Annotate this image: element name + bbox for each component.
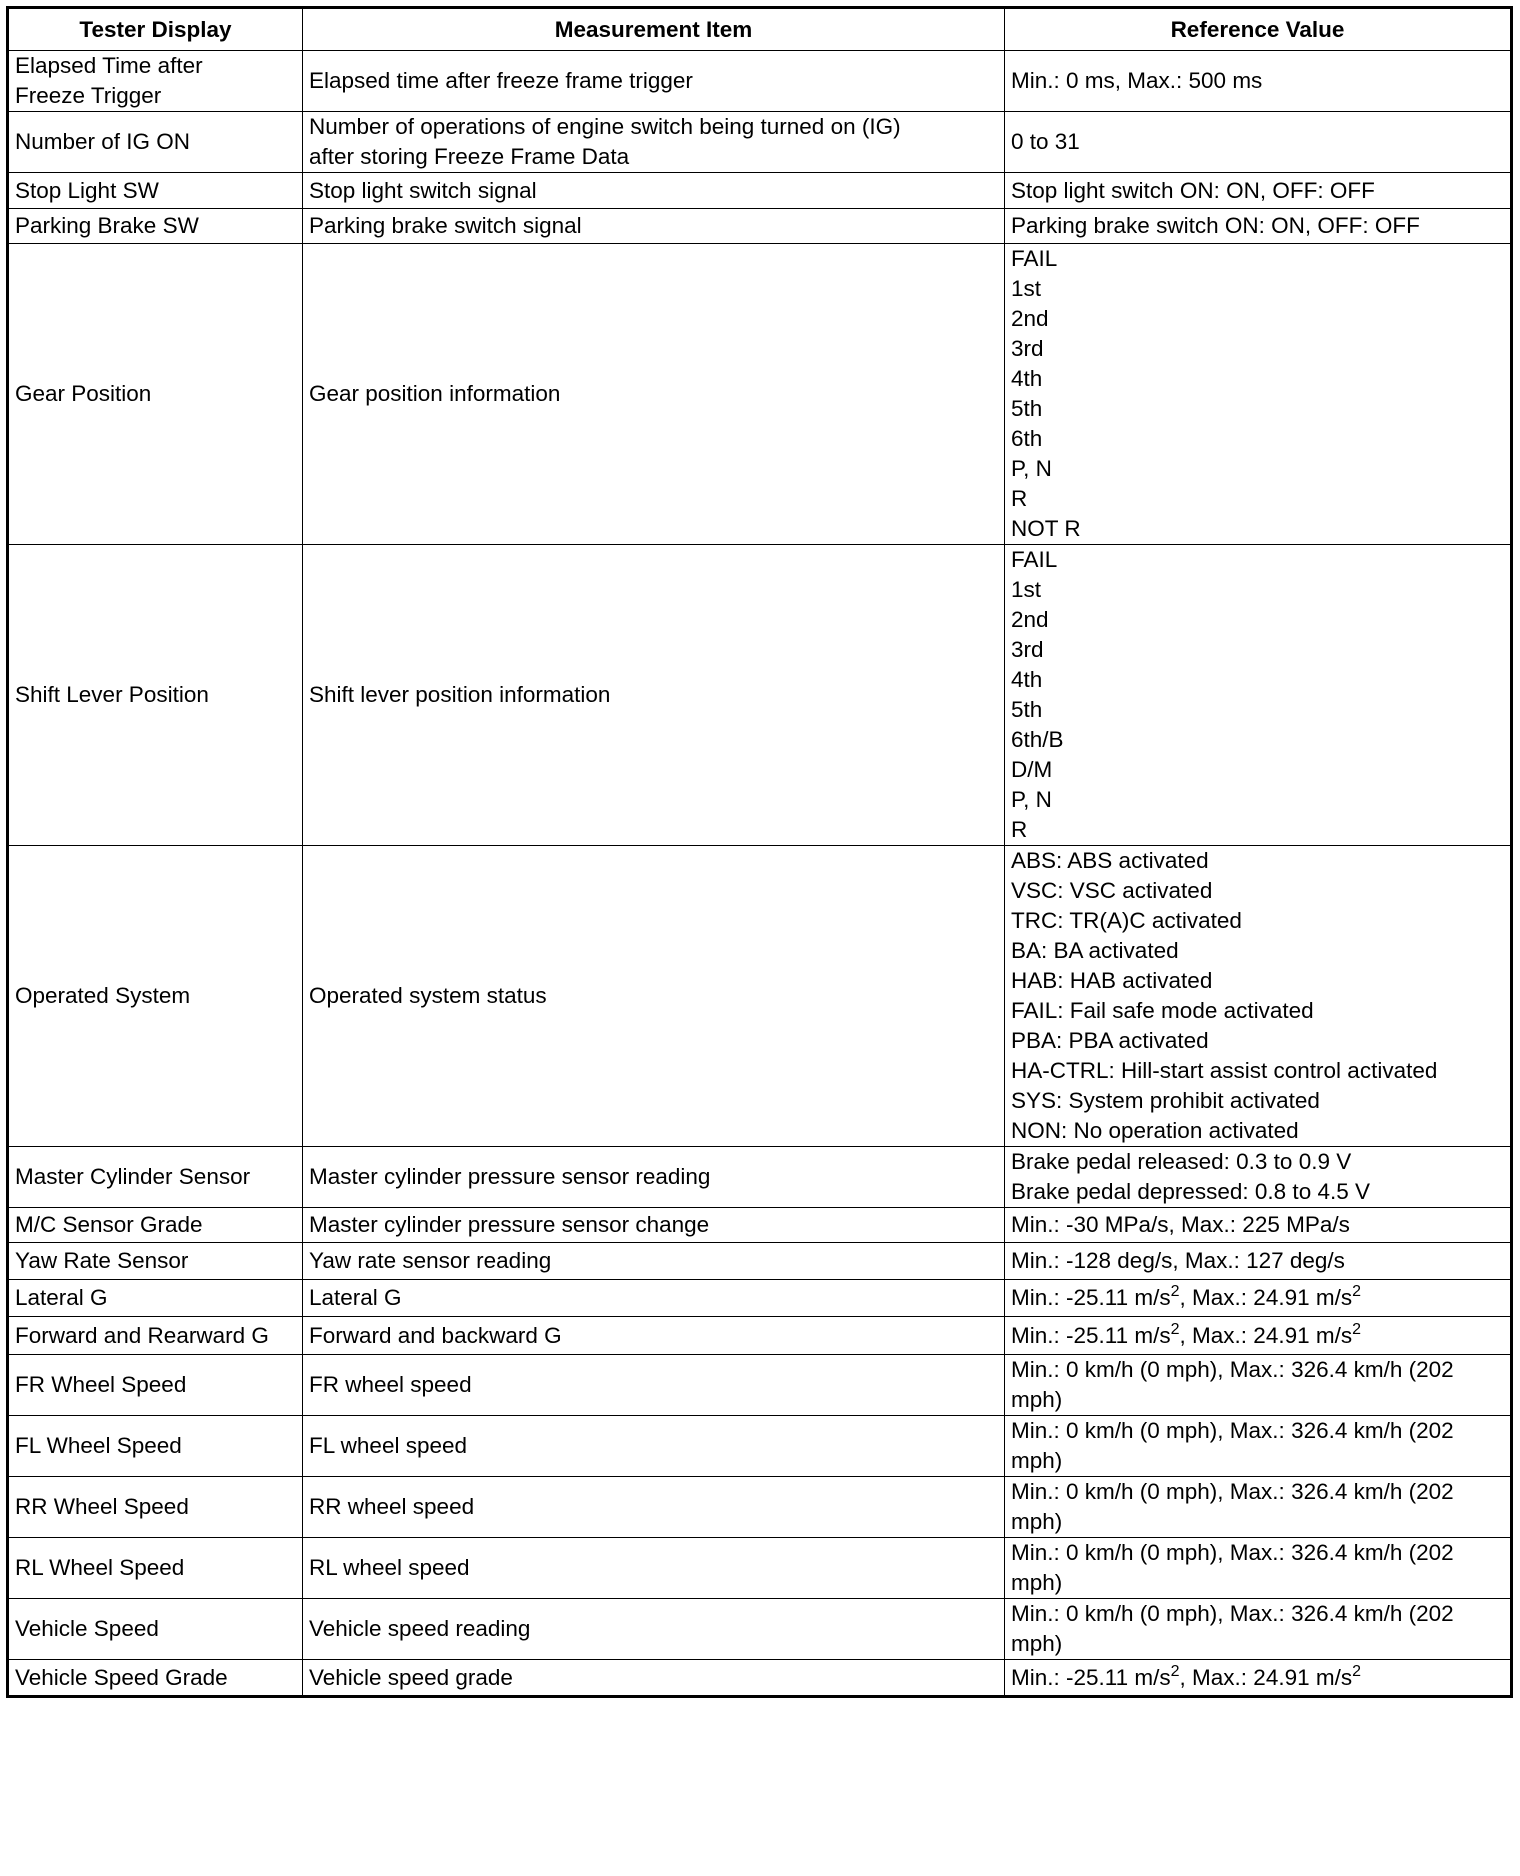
cell-measurement-item bbox=[303, 1538, 1005, 1599]
cell-text-line: Shift Lever Position bbox=[15, 682, 209, 707]
cell-text-line: Master cylinder pressure sensor reading bbox=[309, 1164, 711, 1189]
cell-text-line: Vehicle speed reading bbox=[309, 1616, 531, 1641]
cell-text-line: Gear position information bbox=[309, 381, 561, 406]
cell-measurement-item bbox=[303, 1243, 1005, 1280]
cell-text-line: FL Wheel Speed bbox=[15, 1433, 182, 1458]
cell-text-line: Stop light switch signal bbox=[309, 177, 537, 203]
cell-text-line: 1st bbox=[1011, 276, 1042, 301]
cell-text-line: 5th bbox=[1011, 396, 1043, 421]
data-list-table bbox=[6, 6, 1513, 1698]
table-row bbox=[8, 209, 1512, 244]
cell-text-line bbox=[1011, 1663, 1504, 1693]
cell-text-line: FR wheel speed bbox=[309, 1372, 472, 1397]
cell-text-line: M/C Sensor Grade bbox=[15, 1212, 203, 1237]
cell-text-line: ABS: ABS activated bbox=[1011, 848, 1209, 873]
cell-text-line: VSC: VSC activated bbox=[1011, 878, 1213, 903]
cell-tester-display bbox=[8, 545, 303, 846]
cell-reference-value bbox=[1005, 1416, 1512, 1477]
cell-text-line: RL Wheel Speed bbox=[15, 1555, 185, 1580]
cell-measurement-item bbox=[303, 846, 1005, 1147]
cell-text-line: 3rd bbox=[1011, 336, 1044, 361]
cell-reference-value bbox=[1005, 1147, 1512, 1208]
cell-text-part: Min.: -25.11 m/s bbox=[1011, 1664, 1171, 1690]
table-row bbox=[8, 244, 1512, 545]
cell-text-line: Operated system status bbox=[309, 983, 547, 1008]
cell-measurement-item bbox=[303, 51, 1005, 112]
cell-reference-value bbox=[1005, 112, 1512, 173]
cell-text-line: Shift lever position information bbox=[309, 682, 611, 707]
cell-text-line: FAIL bbox=[1011, 547, 1058, 572]
cell-text-line: Min.: 0 km/h (0 mph), Max.: 326.4 km/h (202 bbox=[1011, 1540, 1454, 1565]
cell-text-line: Brake pedal released: 0.3 to 0.9 V bbox=[1011, 1149, 1352, 1174]
cell-text-line: Min.: 0 km/h (0 mph), Max.: 326.4 km/h (202 bbox=[1011, 1601, 1454, 1626]
cell-text-line: Brake pedal depressed: 0.8 to 4.5 V bbox=[1011, 1179, 1370, 1204]
cell-text-line: Min.: -30 MPa/s, Max.: 225 MPa/s bbox=[1011, 1212, 1350, 1237]
cell-text-line: mph) bbox=[1011, 1570, 1063, 1595]
cell-text-line: Vehicle Speed Grade bbox=[15, 1664, 228, 1690]
cell-tester-display bbox=[8, 1317, 303, 1355]
table-row bbox=[8, 1660, 1512, 1697]
table-row bbox=[8, 112, 1512, 173]
cell-measurement-item bbox=[303, 1208, 1005, 1243]
cell-text-line: R bbox=[1011, 817, 1028, 842]
cell-text-line: 0 to 31 bbox=[1011, 129, 1080, 154]
cell-text-line: mph) bbox=[1011, 1631, 1063, 1656]
cell-text-line: 6th/B bbox=[1011, 727, 1064, 752]
cell-text-part: , Max.: 24.91 m/s bbox=[1179, 1664, 1353, 1690]
cell-measurement-item bbox=[303, 1599, 1005, 1660]
cell-text-line: FAIL: Fail safe mode activated bbox=[1011, 998, 1314, 1023]
table-row bbox=[8, 1538, 1512, 1599]
cell-text-line: Elapsed Time after bbox=[15, 53, 203, 78]
cell-text-line: Parking brake switch signal bbox=[309, 213, 582, 238]
table-body bbox=[8, 51, 1512, 1697]
cell-tester-display bbox=[8, 1538, 303, 1599]
cell-tester-display bbox=[8, 1660, 303, 1697]
cell-tester-display bbox=[8, 846, 303, 1147]
cell-text-line: FR Wheel Speed bbox=[15, 1372, 187, 1397]
cell-text-line: mph) bbox=[1011, 1387, 1063, 1412]
superscript-exponent: 2 bbox=[1170, 1320, 1180, 1338]
cell-text-line: Freeze Trigger bbox=[15, 83, 162, 108]
cell-measurement-item bbox=[303, 545, 1005, 846]
cell-text-line: Min.: -128 deg/s, Max.: 127 deg/s bbox=[1011, 1248, 1345, 1273]
cell-text-line: Min.: 0 km/h (0 mph), Max.: 326.4 km/h (202 bbox=[1011, 1357, 1454, 1382]
cell-text-line: Master Cylinder Sensor bbox=[15, 1164, 251, 1189]
cell-text-line: Gear Position bbox=[15, 381, 152, 406]
cell-reference-value bbox=[1005, 1208, 1512, 1243]
cell-reference-value bbox=[1005, 1477, 1512, 1538]
cell-text-line: Yaw rate sensor reading bbox=[309, 1248, 552, 1273]
cell-text-line: Master cylinder pressure sensor change bbox=[309, 1212, 710, 1237]
cell-text-line: Min.: 0 km/h (0 mph), Max.: 326.4 km/h (202 bbox=[1011, 1479, 1454, 1504]
cell-text-line: P, N bbox=[1011, 787, 1052, 812]
superscript-exponent: 2 bbox=[1170, 1662, 1180, 1680]
table-row bbox=[8, 1317, 1512, 1355]
header-measurement-item: Measurement Item bbox=[303, 8, 1005, 51]
cell-text-line: Parking brake switch ON: ON, OFF: OFF bbox=[1011, 213, 1420, 238]
cell-text-line bbox=[1011, 1283, 1504, 1313]
cell-text-line: mph) bbox=[1011, 1509, 1063, 1534]
cell-text-line: SYS: System prohibit activated bbox=[1011, 1088, 1320, 1113]
superscript-exponent: 2 bbox=[1352, 1662, 1362, 1680]
cell-tester-display bbox=[8, 1208, 303, 1243]
cell-reference-value bbox=[1005, 1280, 1512, 1317]
table-row bbox=[8, 1416, 1512, 1477]
header-reference-value: Reference Value bbox=[1005, 8, 1512, 51]
cell-reference-value bbox=[1005, 846, 1512, 1147]
cell-text-line: 4th bbox=[1011, 667, 1043, 692]
cell-reference-value bbox=[1005, 1660, 1512, 1697]
cell-text-line: Lateral G bbox=[15, 1285, 108, 1310]
cell-reference-value bbox=[1005, 244, 1512, 545]
cell-measurement-item bbox=[303, 1317, 1005, 1355]
cell-text-line: TRC: TR(A)C activated bbox=[1011, 908, 1242, 933]
cell-reference-value bbox=[1005, 1355, 1512, 1416]
table-row bbox=[8, 51, 1512, 112]
cell-text-line: Stop Light SW bbox=[15, 177, 159, 203]
cell-reference-value bbox=[1005, 51, 1512, 112]
cell-text-line: D/M bbox=[1011, 757, 1053, 782]
table-row bbox=[8, 1208, 1512, 1243]
cell-measurement-item bbox=[303, 1355, 1005, 1416]
cell-tester-display bbox=[8, 1280, 303, 1317]
cell-tester-display bbox=[8, 209, 303, 244]
cell-text-part: , Max.: 24.91 m/s bbox=[1179, 1322, 1353, 1348]
cell-text-line: Min.: 0 ms, Max.: 500 ms bbox=[1011, 68, 1263, 93]
cell-text-line: NOT R bbox=[1011, 516, 1081, 541]
superscript-exponent: 2 bbox=[1352, 1320, 1362, 1338]
cell-text-line: Parking Brake SW bbox=[15, 213, 199, 238]
cell-text-part: Min.: -25.11 m/s bbox=[1011, 1322, 1171, 1348]
cell-tester-display bbox=[8, 1599, 303, 1660]
table-row bbox=[8, 1477, 1512, 1538]
cell-text-line: Stop light switch ON: ON, OFF: OFF bbox=[1011, 177, 1375, 203]
cell-reference-value bbox=[1005, 545, 1512, 846]
cell-text-line: Forward and backward G bbox=[309, 1322, 562, 1348]
cell-text-line: Number of operations of engine switch being turned on (IG) bbox=[309, 114, 901, 139]
cell-reference-value bbox=[1005, 209, 1512, 244]
cell-tester-display bbox=[8, 244, 303, 545]
cell-measurement-item bbox=[303, 1280, 1005, 1317]
cell-text-line: 2nd bbox=[1011, 306, 1049, 331]
cell-tester-display bbox=[8, 1147, 303, 1208]
header-tester-display: Tester Display bbox=[8, 8, 303, 51]
cell-tester-display bbox=[8, 1243, 303, 1280]
table-row bbox=[8, 1243, 1512, 1280]
cell-text-part: , Max.: 24.91 m/s bbox=[1179, 1285, 1353, 1310]
cell-reference-value bbox=[1005, 1243, 1512, 1280]
cell-text-line: Forward and Rearward G bbox=[15, 1322, 269, 1348]
table-row bbox=[8, 1599, 1512, 1660]
cell-tester-display bbox=[8, 1355, 303, 1416]
cell-reference-value bbox=[1005, 1599, 1512, 1660]
cell-measurement-item bbox=[303, 112, 1005, 173]
cell-text-line: HA-CTRL: Hill-start assist control activated bbox=[1011, 1058, 1438, 1083]
cell-text-line: BA: BA activated bbox=[1011, 938, 1179, 963]
table-header-row bbox=[8, 8, 1512, 51]
cell-reference-value bbox=[1005, 173, 1512, 209]
cell-tester-display bbox=[8, 173, 303, 209]
cell-measurement-item bbox=[303, 244, 1005, 545]
cell-text-line: 5th bbox=[1011, 697, 1043, 722]
cell-text-line: mph) bbox=[1011, 1448, 1063, 1473]
table-row bbox=[8, 173, 1512, 209]
cell-text-line: Elapsed time after freeze frame trigger bbox=[309, 68, 693, 93]
cell-text-line: Yaw Rate Sensor bbox=[15, 1248, 189, 1273]
cell-reference-value bbox=[1005, 1317, 1512, 1355]
cell-text-line: 3rd bbox=[1011, 637, 1044, 662]
cell-text-line: Lateral G bbox=[309, 1285, 402, 1310]
superscript-exponent: 2 bbox=[1352, 1283, 1362, 1300]
cell-text-line: Vehicle Speed bbox=[15, 1616, 159, 1641]
cell-measurement-item bbox=[303, 1147, 1005, 1208]
table-row bbox=[8, 545, 1512, 846]
cell-text-line bbox=[1011, 1321, 1504, 1351]
cell-tester-display bbox=[8, 112, 303, 173]
cell-text-line: FL wheel speed bbox=[309, 1433, 468, 1458]
cell-text-line: 1st bbox=[1011, 577, 1042, 602]
cell-tester-display bbox=[8, 51, 303, 112]
table-row bbox=[8, 846, 1512, 1147]
cell-text-line: P, N bbox=[1011, 456, 1052, 481]
cell-reference-value bbox=[1005, 1538, 1512, 1599]
cell-measurement-item bbox=[303, 1416, 1005, 1477]
superscript-exponent: 2 bbox=[1170, 1283, 1180, 1300]
cell-text-line: RR wheel speed bbox=[309, 1494, 475, 1519]
cell-text-line: FAIL bbox=[1011, 246, 1058, 271]
cell-text-line: PBA: PBA activated bbox=[1011, 1028, 1209, 1053]
cell-text-line: Min.: 0 km/h (0 mph), Max.: 326.4 km/h (202 bbox=[1011, 1418, 1454, 1443]
cell-text-part: Min.: -25.11 m/s bbox=[1011, 1285, 1171, 1310]
table-row bbox=[8, 1280, 1512, 1317]
cell-text-line: R bbox=[1011, 486, 1028, 511]
cell-text-line: 2nd bbox=[1011, 607, 1049, 632]
cell-text-line: after storing Freeze Frame Data bbox=[309, 144, 630, 169]
cell-tester-display bbox=[8, 1477, 303, 1538]
cell-measurement-item bbox=[303, 173, 1005, 209]
cell-measurement-item bbox=[303, 1477, 1005, 1538]
cell-text-line: Number of IG ON bbox=[15, 129, 191, 154]
table-row bbox=[8, 1147, 1512, 1208]
cell-text-line: Operated System bbox=[15, 983, 191, 1008]
cell-measurement-item bbox=[303, 209, 1005, 244]
cell-text-line: HAB: HAB activated bbox=[1011, 968, 1213, 993]
cell-measurement-item bbox=[303, 1660, 1005, 1697]
cell-text-line: 4th bbox=[1011, 366, 1043, 391]
cell-text-line: NON: No operation activated bbox=[1011, 1118, 1299, 1143]
cell-text-line: Vehicle speed grade bbox=[309, 1664, 513, 1690]
cell-text-line: 6th bbox=[1011, 426, 1043, 451]
cell-tester-display bbox=[8, 1416, 303, 1477]
cell-text-line: RL wheel speed bbox=[309, 1555, 470, 1580]
table-row bbox=[8, 1355, 1512, 1416]
cell-text-line: RR Wheel Speed bbox=[15, 1494, 189, 1519]
